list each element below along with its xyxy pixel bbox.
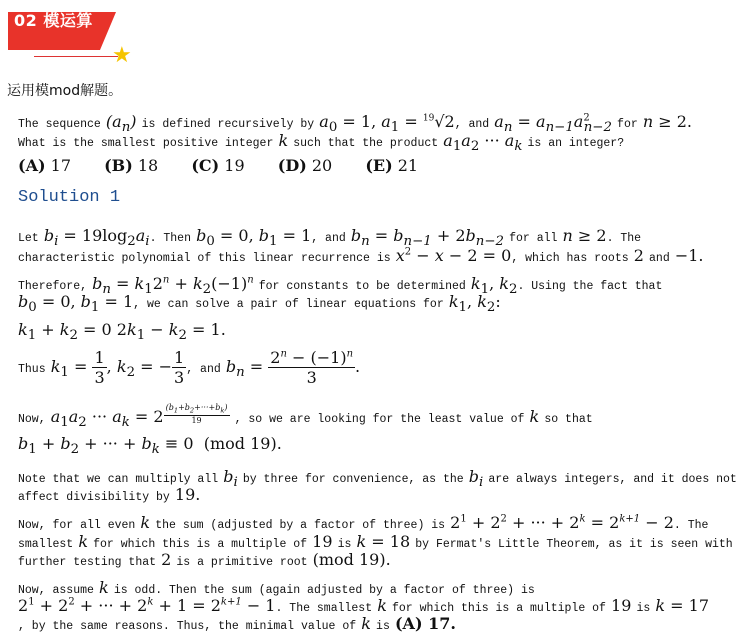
solution-line-1: Let $b_i = 19\log_2a_i$. Then $b_0 = 0$, $b_1 = 1$, and $b_n = b_{n-1} + 2b_{n-2}$ for all n ≥ 2. The xyxy=(18,226,642,250)
solution-line-12: smallest k for which this is a multiple of 19 is k = 18 by Fermat's Little Theorem, as it is seen with xyxy=(18,532,733,551)
solution-line-16: , by the same reasons. Thus, the minimal value of k is (A) 17. xyxy=(18,614,456,633)
problem-line-2: What is the smallest positive integer k such that the product $a_1a_2$ ··· $a_k$ is an integer? xyxy=(18,131,625,155)
solution-line-3: Therefore, $b_n = k_12^n + k_2(-1)^n$ for constants to be determined $k_1$, $k_2$. Using the fact that xyxy=(18,274,663,298)
solution-line-13: further testing that 2 is a primitive root (mod 19). xyxy=(18,550,391,569)
choice-d: (D) 20 xyxy=(277,156,333,175)
solution-congruence: $b_1 + b_2$ + ··· + $b_k \equiv 0$ (mod 19). xyxy=(18,434,282,458)
solution-line-4: $b_0 = 0$, $b_1 = 1$, we can solve a pair of linear equations for $k_1$, $k_2$: xyxy=(18,292,501,316)
solution-line-6: Thus $k_1$ = $\frac{1}{3}$ , $k_2$ = − $\frac{1}{3}$ , and $b_n$ = $\frac{2^n - (-1)^n}{3}$ . xyxy=(18,348,361,387)
solution-line-15: $2^1 + 2^2$ + ··· + $2^k + 1 = 2^{k+1} - 1$. The smallest k for which this is a multiple of 19 is k = 17 xyxy=(18,596,710,615)
answer-choices xyxy=(18,156,446,175)
choice-b: (B) 18 xyxy=(104,156,159,175)
choice-c: (C) 19 xyxy=(191,156,245,175)
intro-text: 运用模mod解题。 xyxy=(7,83,123,99)
solution-line-14: Now, assume k is odd. Then the sum (again adjusted by a factor of three) is xyxy=(18,578,535,597)
solution-line-7: Now, $a_1a_2$ ··· $a_k = 2$ $^{\frac{(b_1+b_2+\cdot\cdot\cdot+b_k)}{19}}$ , so we are looking for the least value of k so that xyxy=(18,403,593,431)
choice-e: (E) 21 xyxy=(365,156,419,175)
solution-line-11: Now, for all even k the sum (adjusted by a factor of three) is $2^1 + 2^2$ + ··· + $2^k = 2^{k+1} - 2$. The xyxy=(18,513,709,532)
star-icon: ★ xyxy=(112,43,132,68)
solution-line-2: characteristic polynomial of this linear recurrence is $x^2 - x - 2 = 0$, which has roots 2 and −1. xyxy=(18,246,704,265)
section-title: 02 模运算 xyxy=(14,11,93,30)
choice-a: (A) 17 xyxy=(18,156,72,175)
solution-equations: $k_1 + k_2 = 0$ $2k_1 - k_2 = 1$. xyxy=(18,320,226,344)
solution-line-9: Note that we can multiply all $b_i$ by three for convenience, as the $b_i$ are always integers, and it does not xyxy=(18,467,737,491)
solution-heading: Solution 1 xyxy=(18,188,121,207)
final-answer: (A) 17. xyxy=(394,614,456,633)
solution-line-10: affect divisibility by 19. xyxy=(18,485,201,504)
title-underline xyxy=(34,56,118,57)
problem-line-1: The sequence $(a_n)$ is defined recursively by $a_0 = 1$, $a_1 = ^{19}√2$, and $a_n = a_{n-1}a^2_{n-2}$ for n ≥ 2. xyxy=(18,112,693,136)
